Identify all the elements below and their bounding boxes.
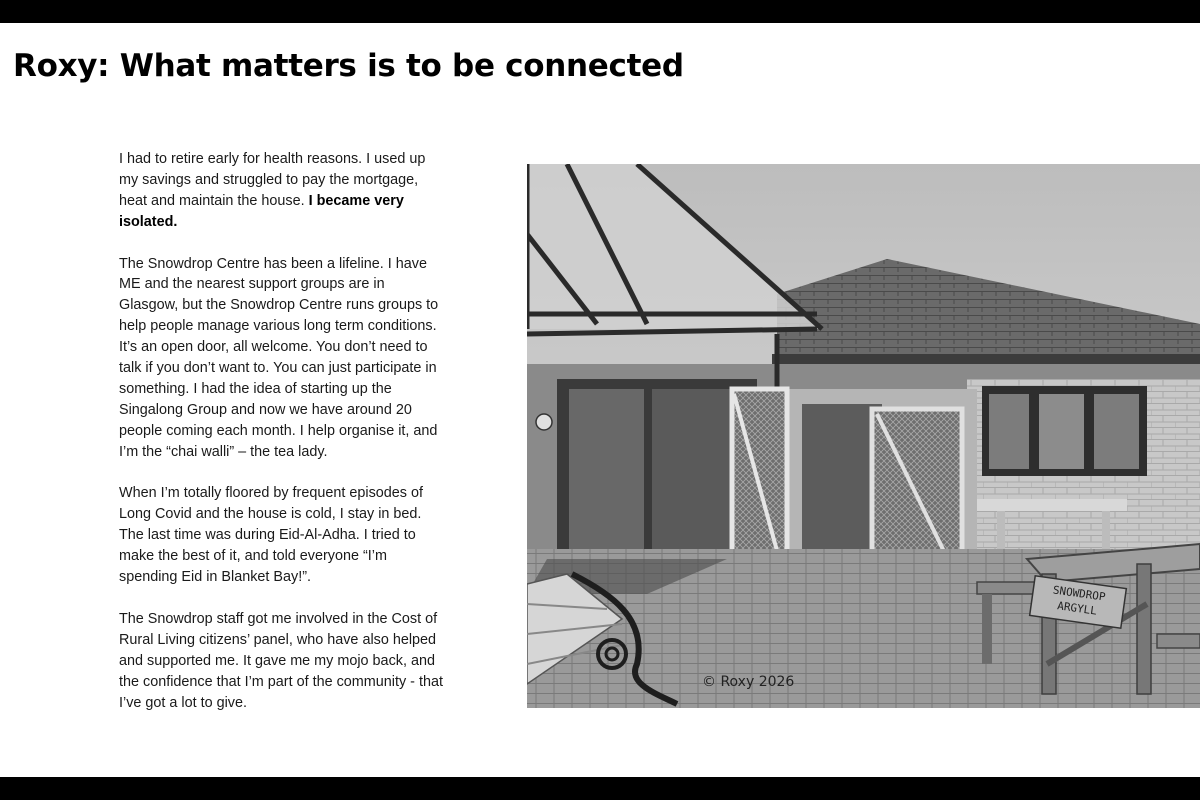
snowdrop-centre-photo: [527, 164, 1200, 708]
paragraph-4: The Snowdrop staff got me involved in the Cost of Rural Living citizens’ panel, who have also helped and supported me. It gave me my mojo back, and the confidence that I’m part of the community - that I’ve got a lot to give.: [119, 610, 443, 711]
sign-text-line-2: ARGYLL: [1056, 599, 1098, 618]
glass-door: [569, 389, 644, 549]
sign-disc: [536, 414, 552, 430]
photo-illustration: [527, 164, 1200, 708]
window-pane: [1039, 394, 1084, 469]
outdoor-sink: [977, 499, 1127, 511]
paragraph-3: When I’m totally floored by frequent episodes of Long Covid and the house is cold, I stay in bed. The last time was during Eid-Al-Adha. I tried to make the best of it, and told everyone “I’m spending Eid in Blanket Bay!”.: [119, 485, 423, 586]
top-letterbox-bar: [0, 0, 1200, 23]
bottom-letterbox-bar: [0, 777, 1200, 800]
paragraph-1-text: I had to retire early for health reasons. I used up my savings and struggled to pay the mortgage, heat and maintain the house.: [119, 151, 426, 209]
story-text: [119, 149, 444, 734]
photo-credit: © Roxy 2026: [702, 674, 795, 690]
page-title: Roxy: What matters is to be connected: [13, 48, 684, 84]
sign-text-line-1: SNOWDROP: [1052, 583, 1107, 604]
paragraph-1: [119, 149, 444, 233]
window-pane: [1094, 394, 1139, 469]
paragraph-1-emphasis: I became very isolated.: [119, 192, 404, 230]
paragraph-2: The Snowdrop Centre has been a lifeline. I have ME and the nearest support groups are in Glasgow, but the Snowdrop Centre runs groups to help people manage various long term conditions. It’s an open door, all welcome. You don’t need to talk if you don’t want to. You can just participate in something. I had the idea of starting up the Singalong Group and now we have around 20 people coming each month. I help organise it, and I’m the “chai walli” – the tea lady.: [119, 255, 439, 460]
window-pane: [989, 394, 1029, 469]
